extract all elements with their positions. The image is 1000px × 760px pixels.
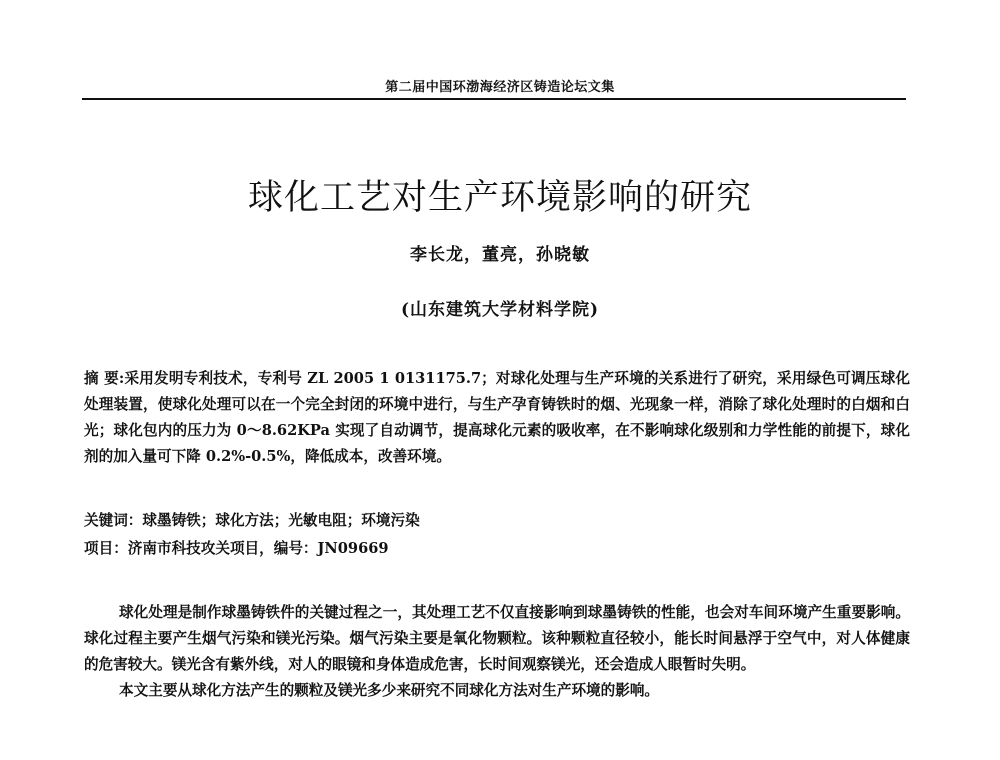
- project-info: [84, 536, 910, 562]
- keywords-label: 关键词：: [84, 512, 143, 529]
- body-paragraph: 本文主要从球化方法产生的颗粒及镁光多少来研究不同球化方法对生产环境的影响。: [119, 682, 660, 699]
- keywords: [84, 508, 910, 534]
- header-rule: [82, 98, 906, 100]
- body-paragraph: 球化处理是制作球墨铸铁件的关键过程之一，其处理工艺不仅直接影响到球墨铸铁的性能，也会对车间环境产生重要影响。球化过程主要产生烟气污染和镁光污染。烟气污染主要是氧化物颗粒。该种颗粒直径较小，能长时间悬浮于空气中，对人体健康的危害较大。镁光含有紫外线，对人的眼镜和身体造成危害，长时间观察镁光，还会造成人眼暂时失明。: [84, 604, 910, 673]
- keywords-text: 球墨铸铁；球化方法；光敏电阻；环境污染: [142, 512, 420, 529]
- paper-affiliation: (山东建筑大学材料学院): [400, 300, 600, 320]
- project-text: 济南市科技攻关项目，编号：JN09669: [127, 540, 389, 557]
- project-label: 项目：: [84, 540, 128, 557]
- paper-authors: 李长龙，董亮，孙晓敏: [410, 245, 590, 265]
- abstract: [84, 366, 910, 470]
- paper-title: 球化工艺对生产环境影响的研究: [247, 178, 752, 218]
- body-text: [84, 600, 910, 704]
- abstract-label: 摘 要:: [84, 370, 125, 387]
- abstract-text: 采用发明专利技术，专利号 ZL 2005 1 0131175.7；对球化处理与生产环境的关系进行了研究，采用绿色可调压球化处理装置，使球化处理可以在一个完全封闭的环境中进行，与生产孕育铸铁时的烟、光现象一样，消除了球化处理时的白烟和白光；球化包内的压力为 0～8.62KPa 实现了自动调节，提高球化元素的吸收率，在不影响球化级别和力学性能的前提下，球化剂的加入量可下降 0.2%-0.5%，降低成本，改善环境。: [84, 370, 910, 465]
- running-header: 第二届中国环渤海经济区铸造论坛文集: [385, 80, 615, 95]
